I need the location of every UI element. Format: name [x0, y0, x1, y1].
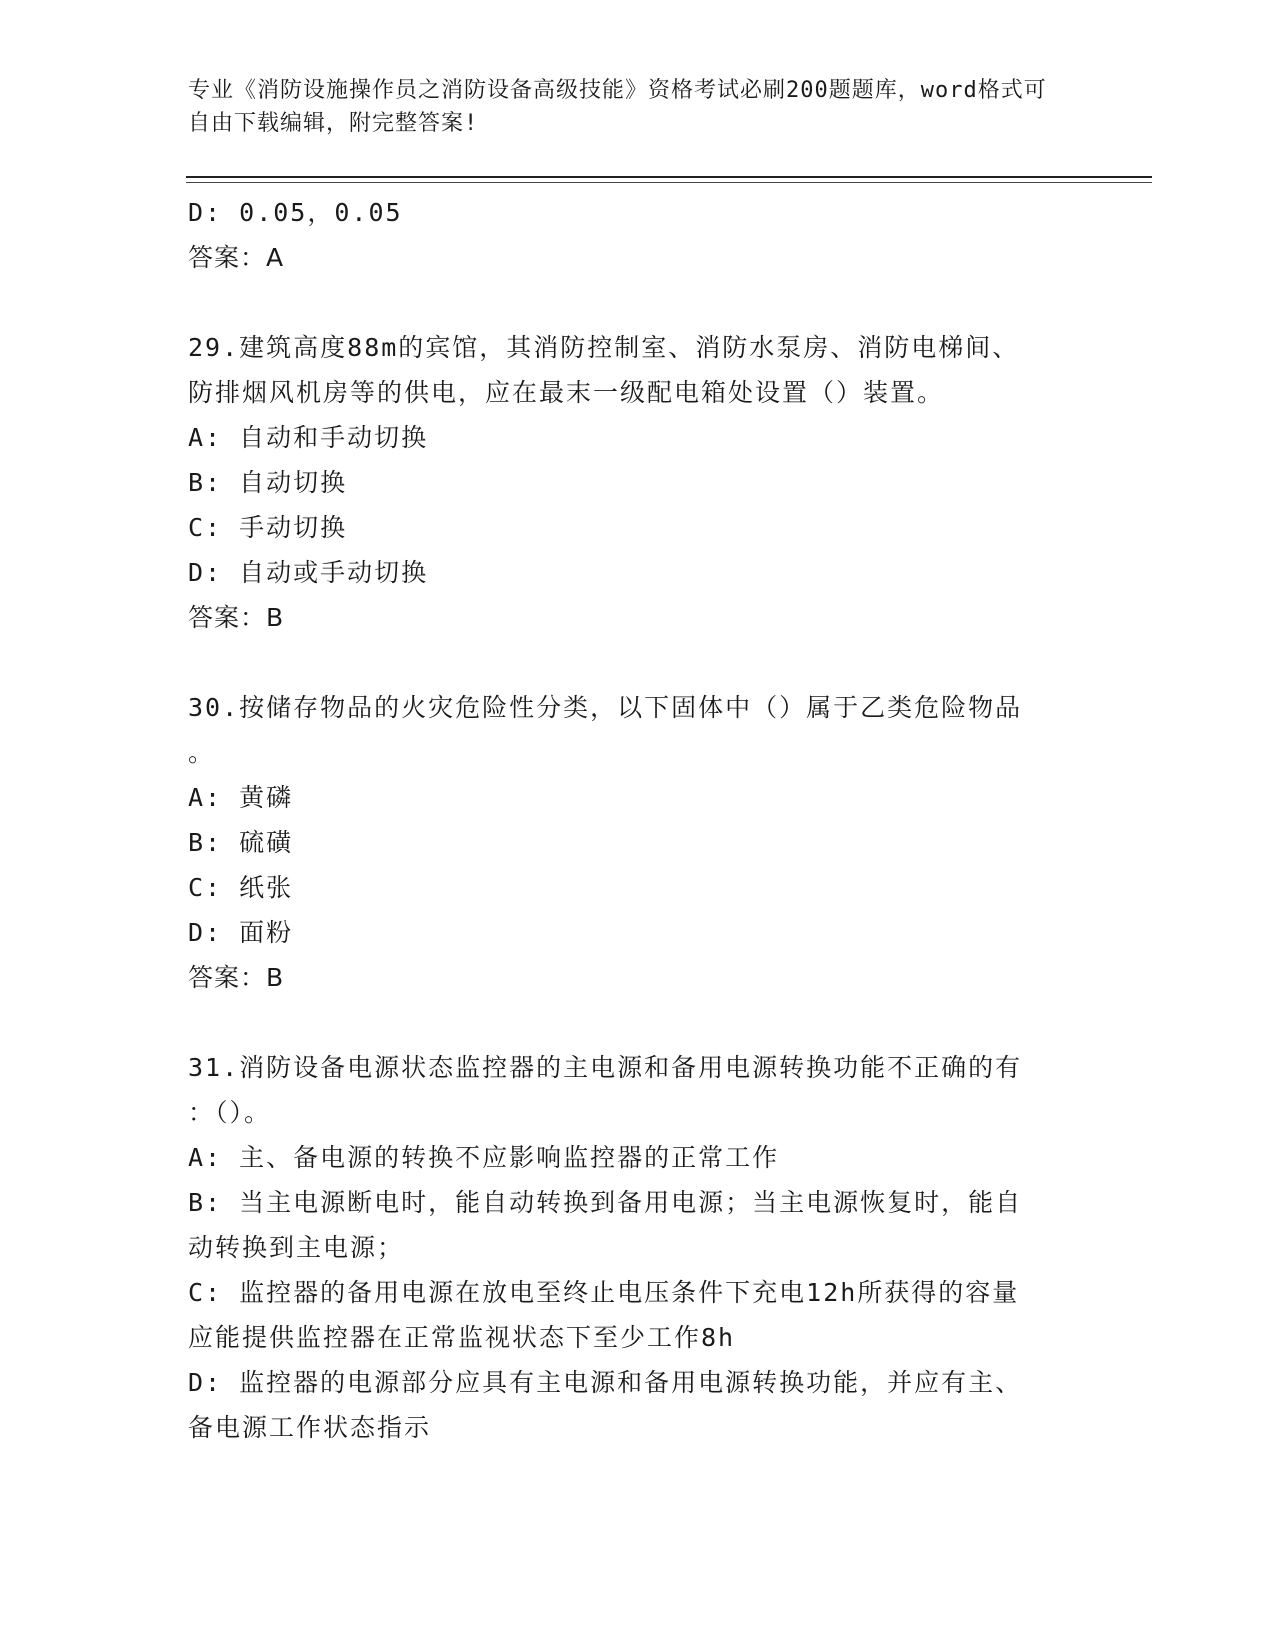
question-30-option-c: C: 纸张	[188, 873, 294, 902]
question-31-option-d-line1: D: 监控器的电源部分应具有主电源和备用电源转换功能，并应有主、	[188, 1368, 1023, 1397]
question-29-answer: 答案：B	[188, 603, 285, 632]
question-29-stem-line1: 29.建筑高度88m的宾馆，其消防控制室、消防水泵房、消防电梯间、	[188, 333, 1020, 362]
spacer	[188, 1000, 1088, 1045]
question-30-option-a: A: 黄磷	[188, 783, 294, 812]
question-31-option-b-line1: B: 当主电源断电时，能自动转换到备用电源；当主电源恢复时，能自	[188, 1188, 1023, 1217]
question-30-answer: 答案：B	[188, 963, 285, 992]
header-divider-thick	[186, 176, 1152, 178]
question-29-option-b: B: 自动切换	[188, 468, 348, 497]
question-31-option-c-line2: 应能提供监控器在正常监视状态下至少工作8h	[188, 1323, 736, 1352]
question-31-stem-line1: 31.消防设备电源状态监控器的主电源和备用电源转换功能不正确的有	[188, 1053, 1023, 1082]
question-29-option-a: A: 自动和手动切换	[188, 423, 429, 452]
question-30-stem-line2: 。	[188, 738, 216, 767]
document-header: 专业《消防设施操作员之消防设备高级技能》资格考试必刷200题题库，word格式可自由下载编辑，附完整答案!	[188, 78, 1047, 136]
question-31-option-b-line2: 动转换到主电源；	[188, 1233, 405, 1262]
question-31-option-d-line2: 备电源工作状态指示	[188, 1413, 432, 1442]
question-31-option-a: A: 主、备电源的转换不应影响监控器的正常工作	[188, 1143, 780, 1172]
question-29-option-c: C: 手动切换	[188, 513, 348, 542]
prev-option-d: D: 0.05，0.05	[188, 198, 403, 227]
question-30-option-d: D: 面粉	[188, 918, 294, 947]
question-30-option-b: B: 硫磺	[188, 828, 294, 857]
question-30-stem-line1: 30.按储存物品的火灾危险性分类，以下固体中（）属于乙类危险物品	[188, 693, 1023, 722]
question-31-stem-line2: ：（）。	[188, 1098, 272, 1127]
question-body	[188, 190, 1088, 1450]
spacer	[188, 640, 1088, 685]
spacer	[188, 280, 1088, 325]
prev-answer: 答案：A	[188, 243, 285, 272]
question-29-option-d: D: 自动或手动切换	[188, 558, 429, 587]
question-31-option-c-line1: C: 监控器的备用电源在放电至终止电压条件下充电12h所获得的容量	[188, 1278, 1020, 1307]
question-29-stem-line2: 防排烟风机房等的供电，应在最末一级配电箱处设置（）装置。	[188, 378, 945, 407]
header-divider-thin	[186, 182, 1152, 183]
